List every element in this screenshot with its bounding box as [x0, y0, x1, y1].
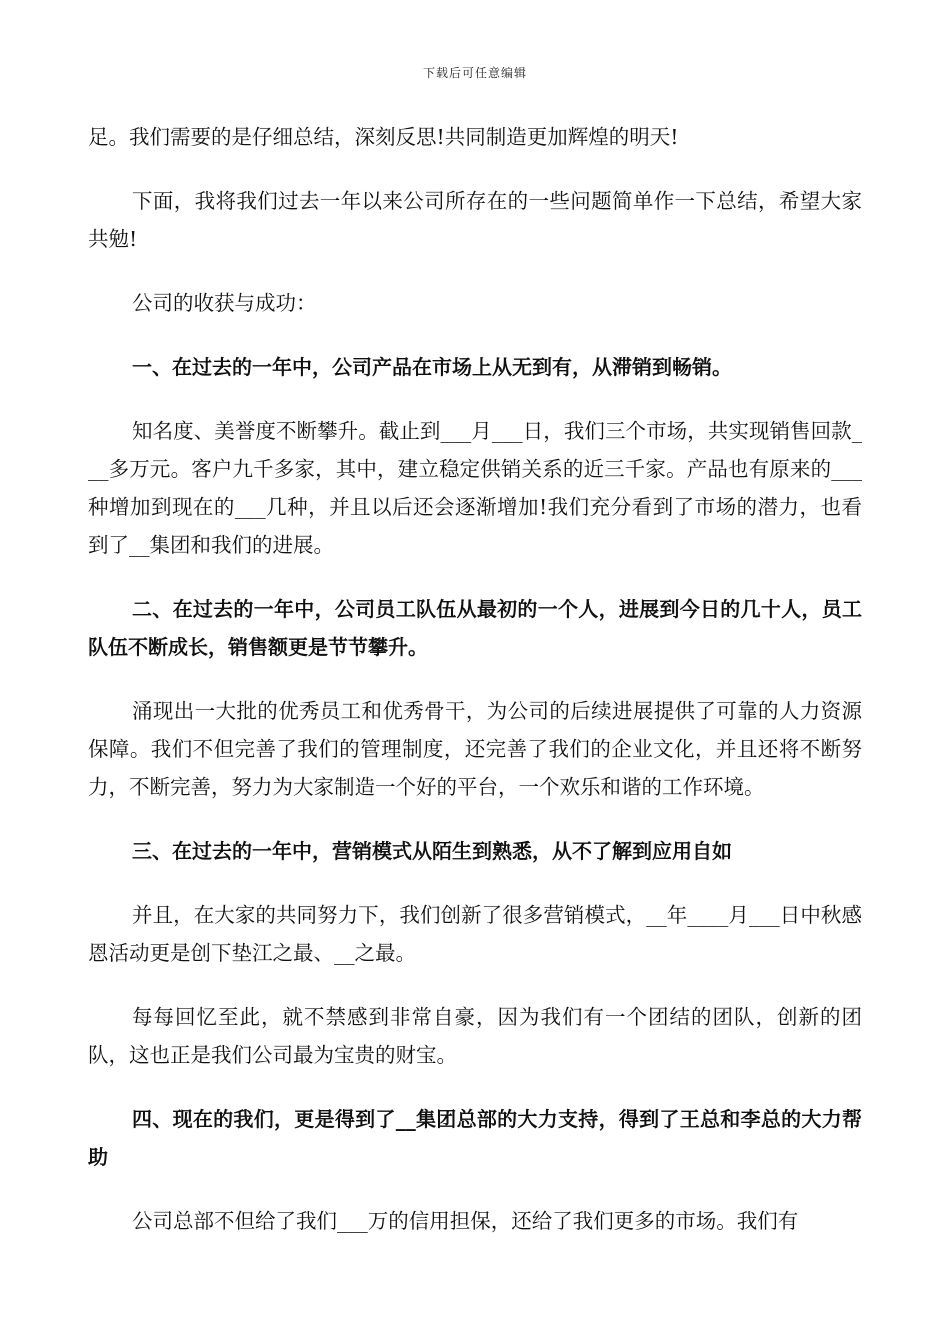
- paragraph-staff: 涌现出一大批的优秀员工和优秀骨干，为公司的后续进展提供了可靠的人力资源保障。我们不但完善了我们的管理制度，还完善了我们的企业文化，并且还将不断努力，不断完善，努力为大家制造一个好的平台，一个欢乐和谐的工作环境。: [88, 699, 862, 799]
- document-body: [88, 118, 862, 1240]
- paragraph-continuation: 足。我们需要的是仔细总结，深刻反思!共同制造更加辉煌的明天!: [88, 125, 679, 149]
- section-heading-4: 四、现在的我们，更是得到了__集团总部的大力支持，得到了王总和李总的大力帮助: [88, 1107, 862, 1169]
- paragraph-achievements-heading: 公司的收获与成功：: [132, 291, 317, 315]
- paragraph-headquarters: 公司总部不但给了我们___万的信用担保，还给了我们更多的市场。我们有: [132, 1209, 799, 1233]
- section-heading-2: 二、在过去的一年中，公司员工队伍从最初的一个人，进展到今日的几十人，员工队伍不断成长，销售额更是节节攀升。: [88, 597, 862, 659]
- section-heading-1: 一、在过去的一年中，公司产品在市场上从无到有，从滞销到畅销。: [132, 355, 732, 379]
- paragraph-intro: 下面，我将我们过去一年以来公司所存在的一些问题简单作一下总结，希望大家共勉!: [88, 189, 862, 251]
- paragraph-marketing: 并且，在大家的共同努力下，我们创新了很多营销模式，__年____月___日中秋感恩活动更是创下垫江之最、__之最。: [88, 903, 862, 965]
- paragraph-market: 知名度、美誉度不断攀升。截止到___月___日，我们三个市场，共实现销售回款___多万元。客户九千多家，其中，建立稳定供销关系的近三千家。产品也有原来的___种增加到现在的___几种，并且以后还会逐渐增加!我们充分看到了市场的潜力，也看到了__集团和我们的进展。: [88, 419, 862, 557]
- section-heading-3: 三、在过去的一年中，营销模式从陌生到熟悉，从不了解到应用自如: [132, 839, 732, 863]
- paragraph-pride: 每每回忆至此，就不禁感到非常自豪，因为我们有一个团结的团队，创新的团队，这也正是我们公司最为宝贵的财宝。: [88, 1005, 862, 1067]
- page-header-note: 下载后可任意编辑: [422, 66, 527, 80]
